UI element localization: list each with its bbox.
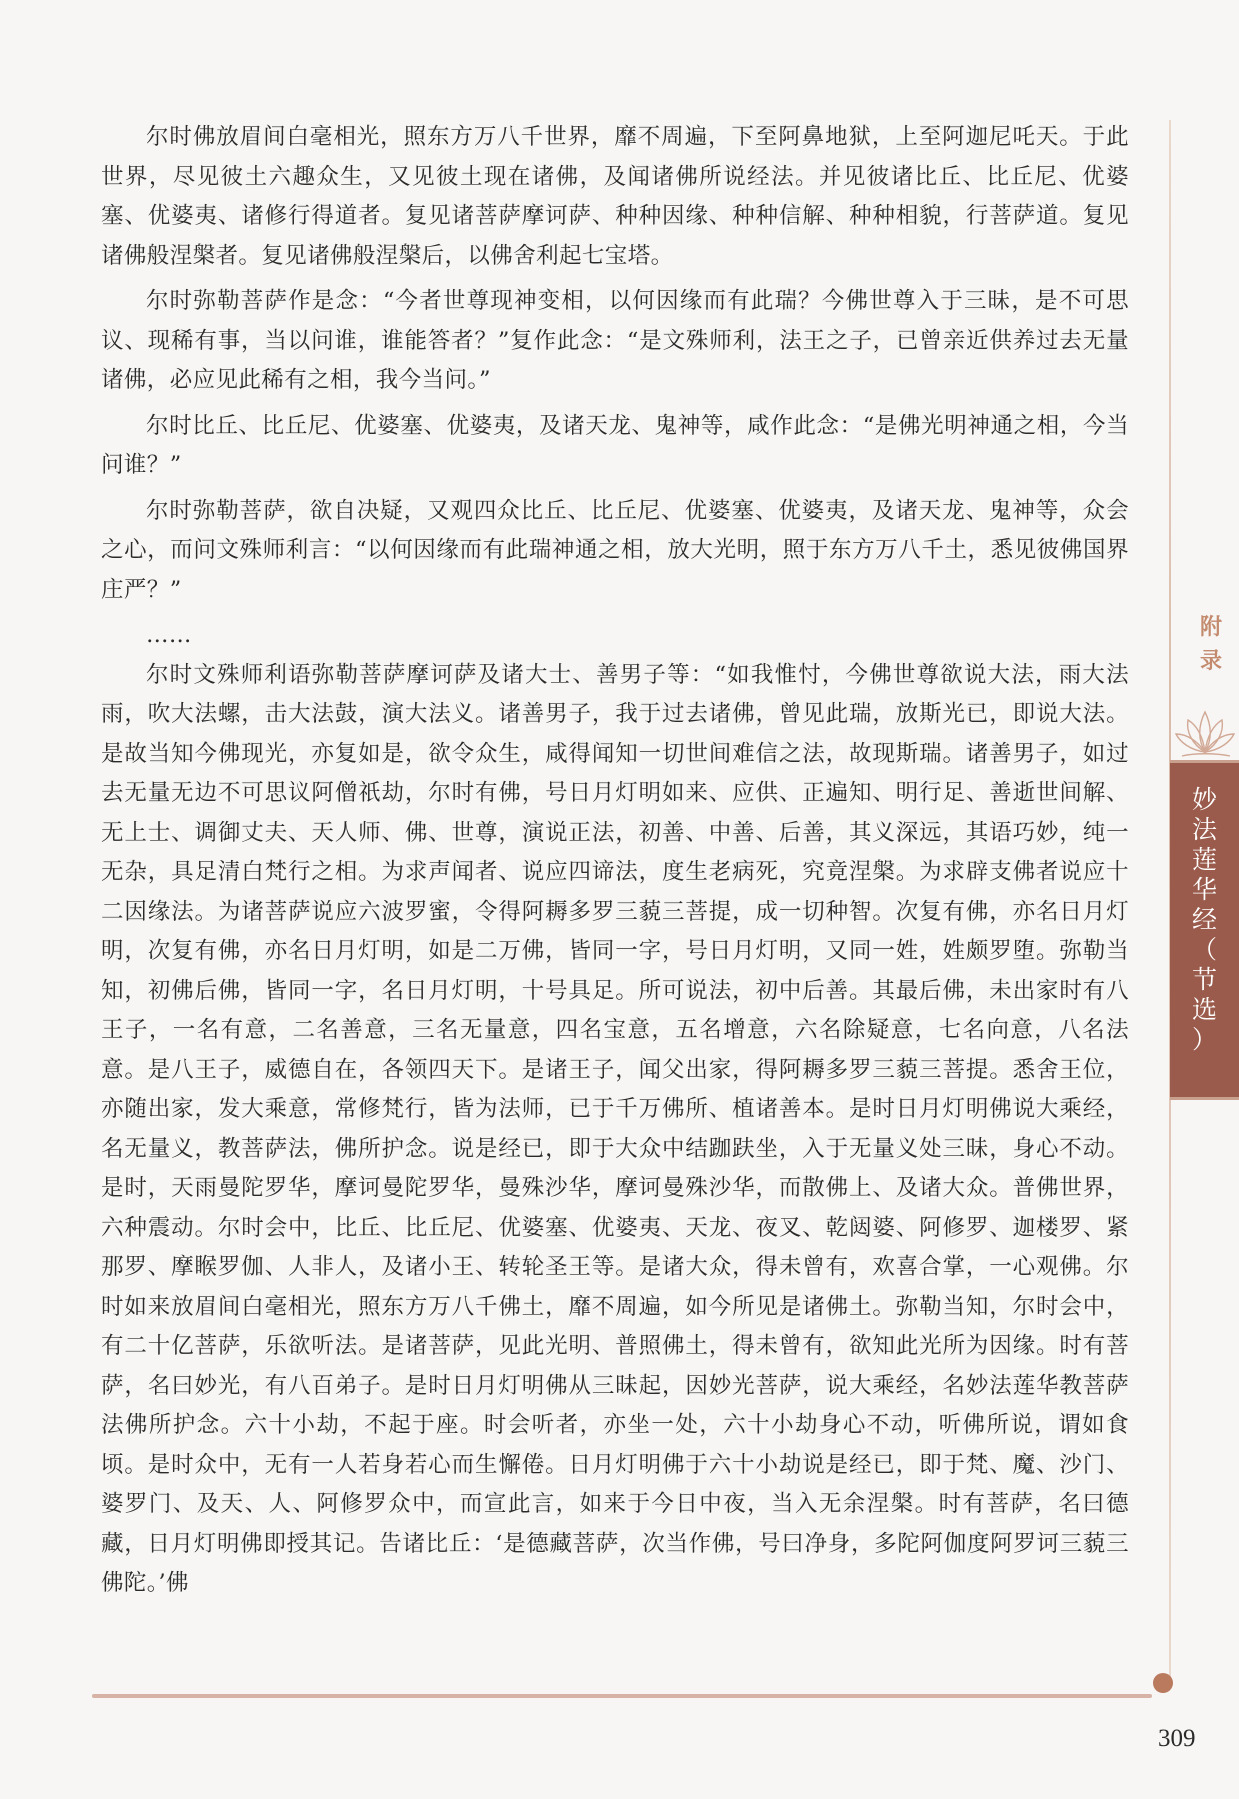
book-subtitle: （ 节 选 ）: [1191, 935, 1217, 1054]
paragraph-3: 尔时比丘、比丘尼、优婆塞、优婆夷，及诸天龙、鬼神等，咸作此念：“是佛光明神通之相，今当问谁？”: [101, 412, 1129, 478]
page-number: 309: [1158, 1725, 1196, 1752]
paragraph-5: 尔时文殊师利语弥勒菩萨摩诃萨及诸大士、善男子等：“如我惟忖，今佛世尊欲说大法，雨大法雨，吹大法螺，击大法鼓，演大法义。诸善男子，我于过去诸佛，曾见此瑞，放斯光已，即说大法。是故当知今佛现光，亦复如是，欲令众生，咸得闻知一切世间难信之法，故现斯瑞。诸善男子，如过去无量无边不可思议阿僧祇劫，尔时有佛，号日月灯明如来、应供、正遍知、明行足、善逝世间解、无上士、调御丈夫、天人师、佛、世尊，演说正法，初善、中善、后善，其义深远，其语巧妙，纯一无杂，具足清白梵行之相。为求声闻者、说应四谛法，度生老病死，究竟涅槃。为求辟支佛者说应十二因缘法。为诸菩萨说应六波罗蜜，令得阿耨多罗三藐三菩提，成一切种智。次复有佛，亦名日月灯明，次复有佛，亦名日月灯明，如是二万佛，皆同一字，号日月灯明，又同一姓，姓颇罗堕。弥勒当知，初佛后佛，皆同一字，名日月灯明，十号具足。所可说法，初中后善。其最后佛，未出家时有八王子，一名有意，二名善意，三名无量意，四名宝意，五名增意，六名除疑意，七名向意，八名法意。是八王子，威德自在，各领四天下。是诸王子，闻父出家，得阿耨多罗三藐三菩提。悉舍王位，亦随出家，发大乘意，常修梵行，皆为法师，已于千万佛所、植诸善本。是时日月灯明佛说大乘经，名无量义，教菩萨法，佛所护念。说是经已，即于大众中结跏趺坐，入于无量义处三昧，身心不动。是时，天雨曼陀罗华，摩诃曼陀罗华，曼殊沙华，摩诃曼殊沙华，而散佛上、及诸大众。普佛世界，六种震动。尔时会中，比丘、比丘尼、优婆塞、优婆夷、天龙、夜叉、乾闼婆、阿修罗、迦楼罗、紧那罗、摩睺罗伽、人非人，及诸小王、转轮圣王等。是诸大众，得未曾有，欢喜合掌，一心观佛。尔时如来放眉间白毫相光，照东方万八千佛土，靡不周遍，如今所见是诸佛土。弥勒当知，尔时会中，有二十亿菩萨，乐欲听法。是诸菩萨，见此光明、普照佛土，得未曾有，欲知此光所为因缘。时有菩萨，名曰妙光，有八百弟子。是时日月灯明佛从三昧起，因妙光菩萨，说大乘经，名妙法莲华教菩萨法佛所护念。六十小劫，不起于座。时会听者，亦坐一处，六十小劫身心不动，听佛所说，谓如食顷。是时众中，无有一人若身若心而生懈倦。日月灯明佛于六十小劫说是经已，即于梵、魔、沙门、婆罗门、及天、人、阿修罗众中，而宣此言，如来于今日中夜，当入无余涅槃。时有菩萨，名曰德藏，日月灯明佛即授其记。告诸比丘：‘是德藏菩萨，次当作佛，号曰净身，多陀阿伽度阿罗诃三藐三佛陀。’佛: [101, 661, 1129, 1596]
paragraph-2: 尔时弥勒菩萨作是念：“今者世尊现神变相，以何因缘而有此瑞？今佛世尊入于三昧，是不可思议、现稀有事，当以问谁，谁能答者？”复作此念：“是文殊师利，法王之子，已曾亲近供养过去无量诸佛，必应见此稀有之相，我今当问。”: [101, 288, 1129, 393]
paragraph-4: 尔时弥勒菩萨，欲自决疑，又观四众比丘、比丘尼、优婆塞、优婆夷，及诸天龙、鬼神等，众会之心，而问文殊师利言：“以何因缘而有此瑞神通之相，放大光明，照于东方万八千土，悉见彼佛国界庄严？”: [101, 497, 1129, 603]
ellipsis: ……: [146, 622, 192, 648]
title-tab: [1170, 760, 1239, 1100]
lotus-icon: [1172, 700, 1239, 760]
bottom-rule: [92, 1694, 1152, 1698]
decor-dot: [1153, 1673, 1173, 1693]
body-text: [101, 118, 1129, 1610]
section-label: 附 录: [1199, 614, 1222, 674]
paragraph-1: 尔时佛放眉间白毫相光，照东方万八千世界，靡不周遍，下至阿鼻地狱，上至阿迦尼吒天。于此世界，尽见彼土六趣众生，又见彼土现在诸佛，及闻诸佛所说经法。并见彼诸比丘、比丘尼、优婆塞、优婆夷、诸修行得道者。复见诸菩萨摩诃萨、种种因缘、种种信解、种种相貌，行菩萨道。复见诸佛般涅槃者。复见诸佛般涅槃后，以佛舍利起七宝塔。: [101, 124, 1129, 269]
book-title: 妙 法 莲 华 经: [1191, 785, 1217, 934]
